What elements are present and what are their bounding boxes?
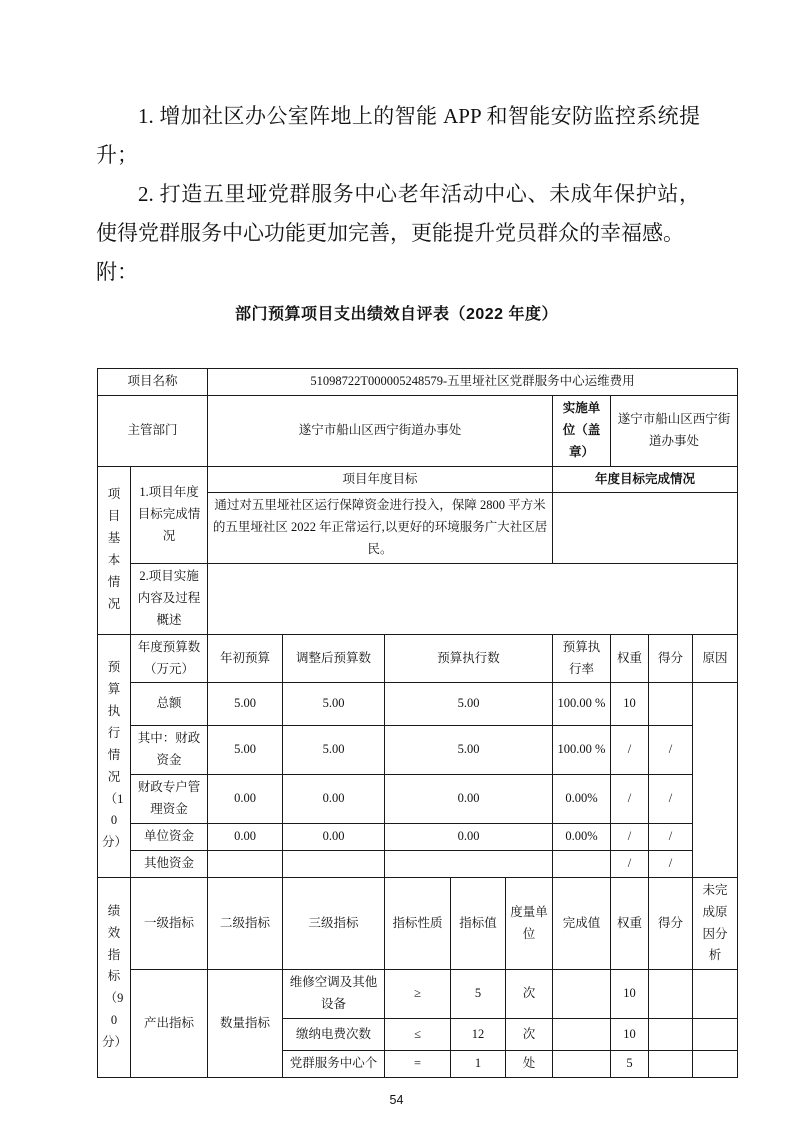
perf-score — [649, 970, 693, 1019]
perf-header-value: 指标值 — [451, 877, 506, 970]
table-row — [98, 775, 738, 824]
table-row — [98, 850, 738, 877]
project-name-value: 51098722T000005248579-五里垭社区党群服务中心运维费用 — [208, 369, 738, 396]
section-budget-label: 预算执行情况（10 分） — [98, 634, 131, 877]
perf-indicator: 党群服务中心个 — [283, 1051, 385, 1078]
perf-header-nature: 指标性质 — [385, 877, 451, 970]
budget-cell-score: / — [649, 850, 693, 877]
impl-row-label: 2.项目实施内容及过程概述 — [131, 564, 208, 635]
table-row — [98, 683, 738, 726]
perf-score — [649, 1051, 693, 1078]
budget-header-reason: 原因 — [693, 634, 738, 683]
budget-header-rate: 预算执行率 — [553, 634, 611, 683]
budget-cell-initial: 0.00 — [208, 775, 283, 824]
goal-completion-header: 年度目标完成情况 — [553, 466, 738, 493]
budget-cell-initial — [208, 850, 283, 877]
budget-reason-cell — [693, 683, 738, 877]
budget-cell-rate: 0.00% — [553, 823, 611, 850]
table-title: 部门预算项目支出绩效自评表（2022 年度） — [234, 306, 559, 323]
perf-unit: 次 — [506, 970, 553, 1019]
budget-header-annual: 年度预算数（万元） — [131, 634, 208, 683]
perf-header-unit: 度量单位 — [506, 877, 553, 970]
perf-level2-cell: 数量指标 — [208, 970, 283, 1078]
perf-reason — [693, 970, 738, 1019]
section-performance-label: 绩效指标（90 分） — [98, 877, 131, 1077]
budget-cell-score: / — [649, 823, 693, 850]
perf-score — [649, 1019, 693, 1051]
perf-header-l3: 三级指标 — [283, 877, 385, 970]
budget-row-label: 其中：财政资金 — [131, 726, 208, 775]
budget-performance-table — [97, 368, 738, 1078]
perf-done — [553, 970, 611, 1019]
perf-weight: 10 — [611, 1019, 649, 1051]
perf-header-l1: 一级指标 — [131, 877, 208, 970]
perf-nature: ≤ — [385, 1019, 451, 1051]
budget-header-score: 得分 — [649, 634, 693, 683]
perf-header-reason: 未完成原因分析 — [693, 877, 738, 970]
implement-unit-value: 遂宁市船山区西宁街道办事处 — [611, 395, 738, 466]
budget-cell-initial: 5.00 — [208, 726, 283, 775]
goal-completion-value — [553, 493, 738, 564]
perf-reason — [693, 1019, 738, 1051]
table-row — [98, 726, 738, 775]
budget-header-executed: 预算执行数 — [385, 634, 553, 683]
budget-cell-score: / — [649, 726, 693, 775]
perf-unit: 次 — [506, 1019, 553, 1051]
perf-value: 12 — [451, 1019, 506, 1051]
budget-cell-executed — [385, 850, 553, 877]
budget-cell-rate: 0.00% — [553, 775, 611, 824]
page-number: 54 — [389, 1093, 404, 1107]
budget-cell-rate — [553, 850, 611, 877]
table-row — [98, 634, 738, 683]
perf-indicator: 维修空调及其他设备 — [283, 970, 385, 1019]
table-row — [98, 564, 738, 635]
perf-value: 1 — [451, 1051, 506, 1078]
perf-nature: ≥ — [385, 970, 451, 1019]
budget-cell-rate: 100.00 % — [553, 683, 611, 726]
intro-paragraph-1: 1. 增加社区办公室阵地上的智能 APP 和智能安防监控系统提升； — [96, 104, 700, 167]
budget-cell-executed: 5.00 — [385, 683, 553, 726]
perf-indicator: 缴纳电费次数 — [283, 1019, 385, 1051]
table-row — [98, 369, 738, 396]
budget-cell-weight: / — [611, 823, 649, 850]
budget-cell-weight: / — [611, 775, 649, 824]
project-name-label: 项目名称 — [98, 369, 208, 396]
perf-done — [553, 1051, 611, 1078]
perf-weight: 10 — [611, 970, 649, 1019]
budget-cell-weight: / — [611, 726, 649, 775]
perf-nature: = — [385, 1051, 451, 1078]
annual-goal-text: 通过对五里垭社区运行保障资金进行投入，保障 2800 平方米的五里垭社区 2022 年正常运行,以更好的环境服务广大社区居民。 — [208, 493, 553, 564]
budget-cell-executed: 5.00 — [385, 726, 553, 775]
budget-cell-executed: 0.00 — [385, 823, 553, 850]
perf-unit: 处 — [506, 1051, 553, 1078]
intro-text-block — [96, 97, 700, 292]
perf-value: 5 — [451, 970, 506, 1019]
budget-cell-adjusted: 0.00 — [283, 775, 385, 824]
budget-cell-score: / — [649, 775, 693, 824]
goal-row-label: 1.项目年度目标完成情况 — [131, 466, 208, 564]
table-row — [98, 970, 738, 1019]
perf-done — [553, 1019, 611, 1051]
perf-header-l2: 二级指标 — [208, 877, 283, 970]
perf-header-done: 完成值 — [553, 877, 611, 970]
table-row — [98, 466, 738, 493]
annual-goal-header: 项目年度目标 — [208, 466, 553, 493]
budget-cell-weight: 10 — [611, 683, 649, 726]
budget-header-initial: 年初预算 — [208, 634, 283, 683]
department-label: 主管部门 — [98, 395, 208, 466]
perf-weight: 5 — [611, 1051, 649, 1078]
budget-cell-rate: 100.00 % — [553, 726, 611, 775]
table-row — [98, 823, 738, 850]
department-value: 遂宁市船山区西宁街道办事处 — [208, 395, 553, 466]
perf-header-score: 得分 — [649, 877, 693, 970]
table-row — [98, 395, 738, 466]
budget-row-label: 单位资金 — [131, 823, 208, 850]
budget-cell-initial: 0.00 — [208, 823, 283, 850]
budget-cell-adjusted: 5.00 — [283, 683, 385, 726]
section-basic-label: 项目基本情况 — [98, 466, 131, 634]
budget-cell-adjusted: 5.00 — [283, 726, 385, 775]
budget-row-label: 其他资金 — [131, 850, 208, 877]
budget-cell-adjusted — [283, 850, 385, 877]
perf-header-weight: 权重 — [611, 877, 649, 970]
budget-header-adjusted: 调整后预算数 — [283, 634, 385, 683]
budget-cell-initial: 5.00 — [208, 683, 283, 726]
implement-unit-label: 实施单位（盖章） — [553, 395, 611, 466]
intro-paragraph-2: 2. 打造五里垭党群服务中心老年活动中心、未成年保护站，使得党群服务中心功能更加完善，更能提升党员群众的幸福感。 — [96, 182, 700, 245]
perf-level1-cell: 产出指标 — [131, 970, 208, 1078]
budget-header-weight: 权重 — [611, 634, 649, 683]
perf-reason — [693, 1051, 738, 1078]
budget-row-label: 总额 — [131, 683, 208, 726]
budget-cell-weight: / — [611, 850, 649, 877]
budget-cell-executed: 0.00 — [385, 775, 553, 824]
table-row — [98, 877, 738, 970]
budget-cell-score — [649, 683, 693, 726]
attachment-label: 附： — [96, 260, 138, 284]
budget-row-label: 财政专户管理资金 — [131, 775, 208, 824]
budget-cell-adjusted: 0.00 — [283, 823, 385, 850]
impl-row-value — [208, 564, 738, 635]
